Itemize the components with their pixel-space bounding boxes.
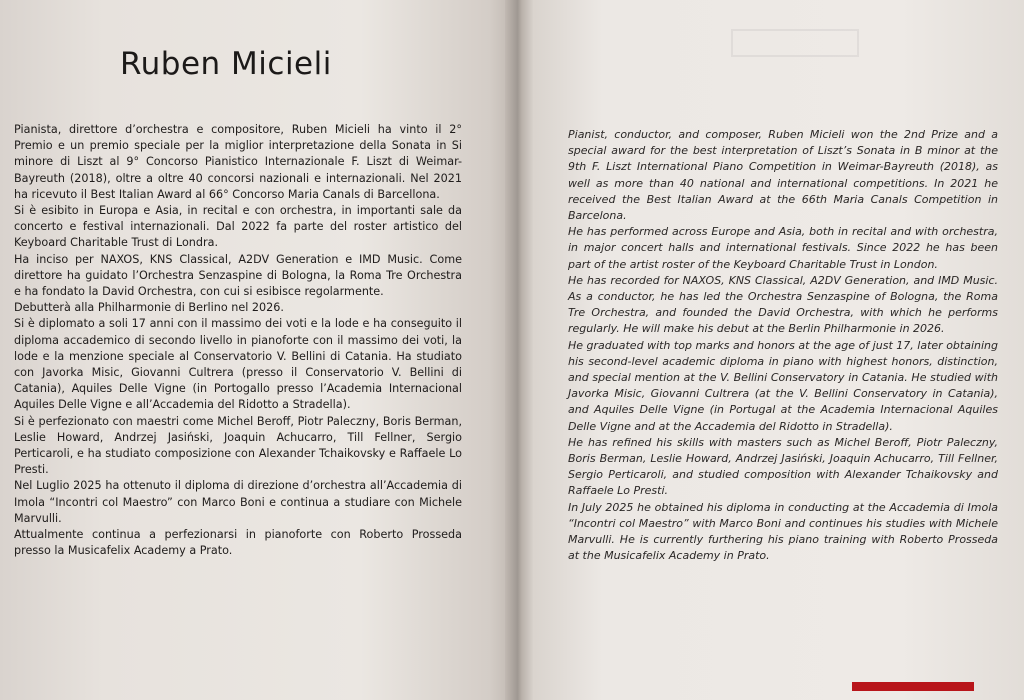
english-biography xyxy=(568,127,998,564)
page-title: Ruben Micieli xyxy=(120,46,332,82)
english-paragraph: Pianist, conductor, and composer, Ruben Micieli won the 2nd Prize and a special award for the best interpretation of Liszt’s Sonata in B minor at the 9th F. Liszt International Piano Competition in Weimar-Bayreuth (2018), as well as more than 40 national and international competitions. In 2021 he received the Best Italian Award at the 66th Maria Canals Competition in Barcelona. xyxy=(568,128,998,223)
italian-biography xyxy=(14,122,462,559)
italian-paragraph: Nel Luglio 2025 ha ottenuto il diploma di direzione d’orchestra all’Accademia di Imola “Incontri col Maestro” con Marco Boni e continua a studiare con Michele Marvulli. xyxy=(14,479,462,525)
italian-paragraph: Debutterà alla Philharmonie di Berlino nel 2026. xyxy=(14,301,284,315)
english-paragraph: He graduated with top marks and honors at the age of just 17, later obtaining his second-level academic diploma in piano with highest honors, distinction, and special mention at the V. Bellini Conservatory in Catania. He studied with Javorka Misic, Giovanni Cultrera (at the V. Bellini Conservatory in Catania), and Aquiles Delle Vigne (in Portugal at the Academia Internacional Aquiles Delle Vigne and at the Accademia del Ridotto in Stradella). xyxy=(568,338,998,433)
english-paragraph: He has recorded for NAXOS, KNS Classical, A2DV Generation, and IMD Music. As a conductor, he has led the Orchestra Senzaspine of Bologna, the Roma Tre Orchestra, and founded the David Orchestra, with which he performs regularly. He will make his debut at the Berlin Philharmonie in 2026. xyxy=(568,273,998,336)
italian-paragraph: Ha inciso per NAXOS, KNS Classical, A2DV Generation e IMD Music. Come direttore ha guidato l’Orchestra Senzaspine di Bologna, la Roma Tre Orchestra e ha fondato la David Orchestra, con cui si esibisce regolarmente. xyxy=(14,252,462,299)
italian-paragraph: Si è perfezionato con maestri come Michel Beroff, Piotr Paleczny, Boris Berman, Leslie Howard, Andrzej Jasiński, Joaquin Achucarro, Till Fellner, Sergio Perticaroli, e ha studiato composizione con Alexander Tchaikovsky e Raffaele Lo Presti. xyxy=(14,414,462,477)
english-paragraph: He has refined his skills with masters such as Michel Beroff, Piotr Paleczny, Boris Berman, Leslie Howard, Andrzej Jasiński, Joaquin Achucarro, Till Fellner, Sergio Perticaroli, and studied composition with Alexander Tchaikovsky and Raffaele Lo Presti. xyxy=(568,435,998,498)
red-accent-bar xyxy=(852,682,974,691)
english-paragraph: In July 2025 he obtained his diploma in conducting at the Accademia di Imola “Incontri col Maestro” with Marco Boni and continues his studies with Michele Marvulli. He is currently furthering his piano training with Roberto Prosseda at the Musicafelix Academy in Prato. xyxy=(568,500,998,563)
italian-paragraph: Si è esibito in Europa e Asia, in recital e con orchestra, in importanti sale da concerto e festival internazionali. Dal 2022 fa parte del roster artistico del Keyboard Charitable Trust di Londra. xyxy=(14,204,462,250)
faint-watermark-icon xyxy=(730,26,860,60)
page-gutter xyxy=(505,0,533,700)
english-paragraph: He has performed across Europe and Asia, both in recital and with orchestra, in major concert halls and international festivals. Since 2022 he has been part of the artist roster of the Keyboard Charitable Trust in London. xyxy=(568,225,998,271)
italian-paragraph: Pianista, direttore d’orchestra e compositore, Ruben Micieli ha vinto il 2° Premio e un premio speciale per la miglior interpretazione della Sonata in Si minore di Liszt al 9° Concorso Pianistico Internazionale F. Liszt di Weimar-Bayreuth (2018), oltre a oltre 40 concorsi nazionali e internazionali. Nel 2021 ha ricevuto il Best Italian Award al 66° Concorso Maria Canals di Barcellona. xyxy=(14,123,462,201)
italian-paragraph: Attualmente continua a perfezionarsi in pianoforte con Roberto Prosseda presso la Musicafelix Academy a Prato. xyxy=(14,528,462,558)
italian-paragraph: Si è diplomato a soli 17 anni con il massimo dei voti e la lode e ha conseguito il diploma accademico di secondo livello in pianoforte con il massimo dei voti, la lode e la menzione speciale al Conservatorio V. Bellini di Catania. Ha studiato con Javorka Misic, Giovanni Cultrera (presso il Conservatorio V. Bellini di Catania), Aquiles Delle Vigne (in Portogallo presso l’Academia Internacional Aquiles Delle Vigne e all’Accademia del Ridotto a Stradella). xyxy=(14,317,462,412)
